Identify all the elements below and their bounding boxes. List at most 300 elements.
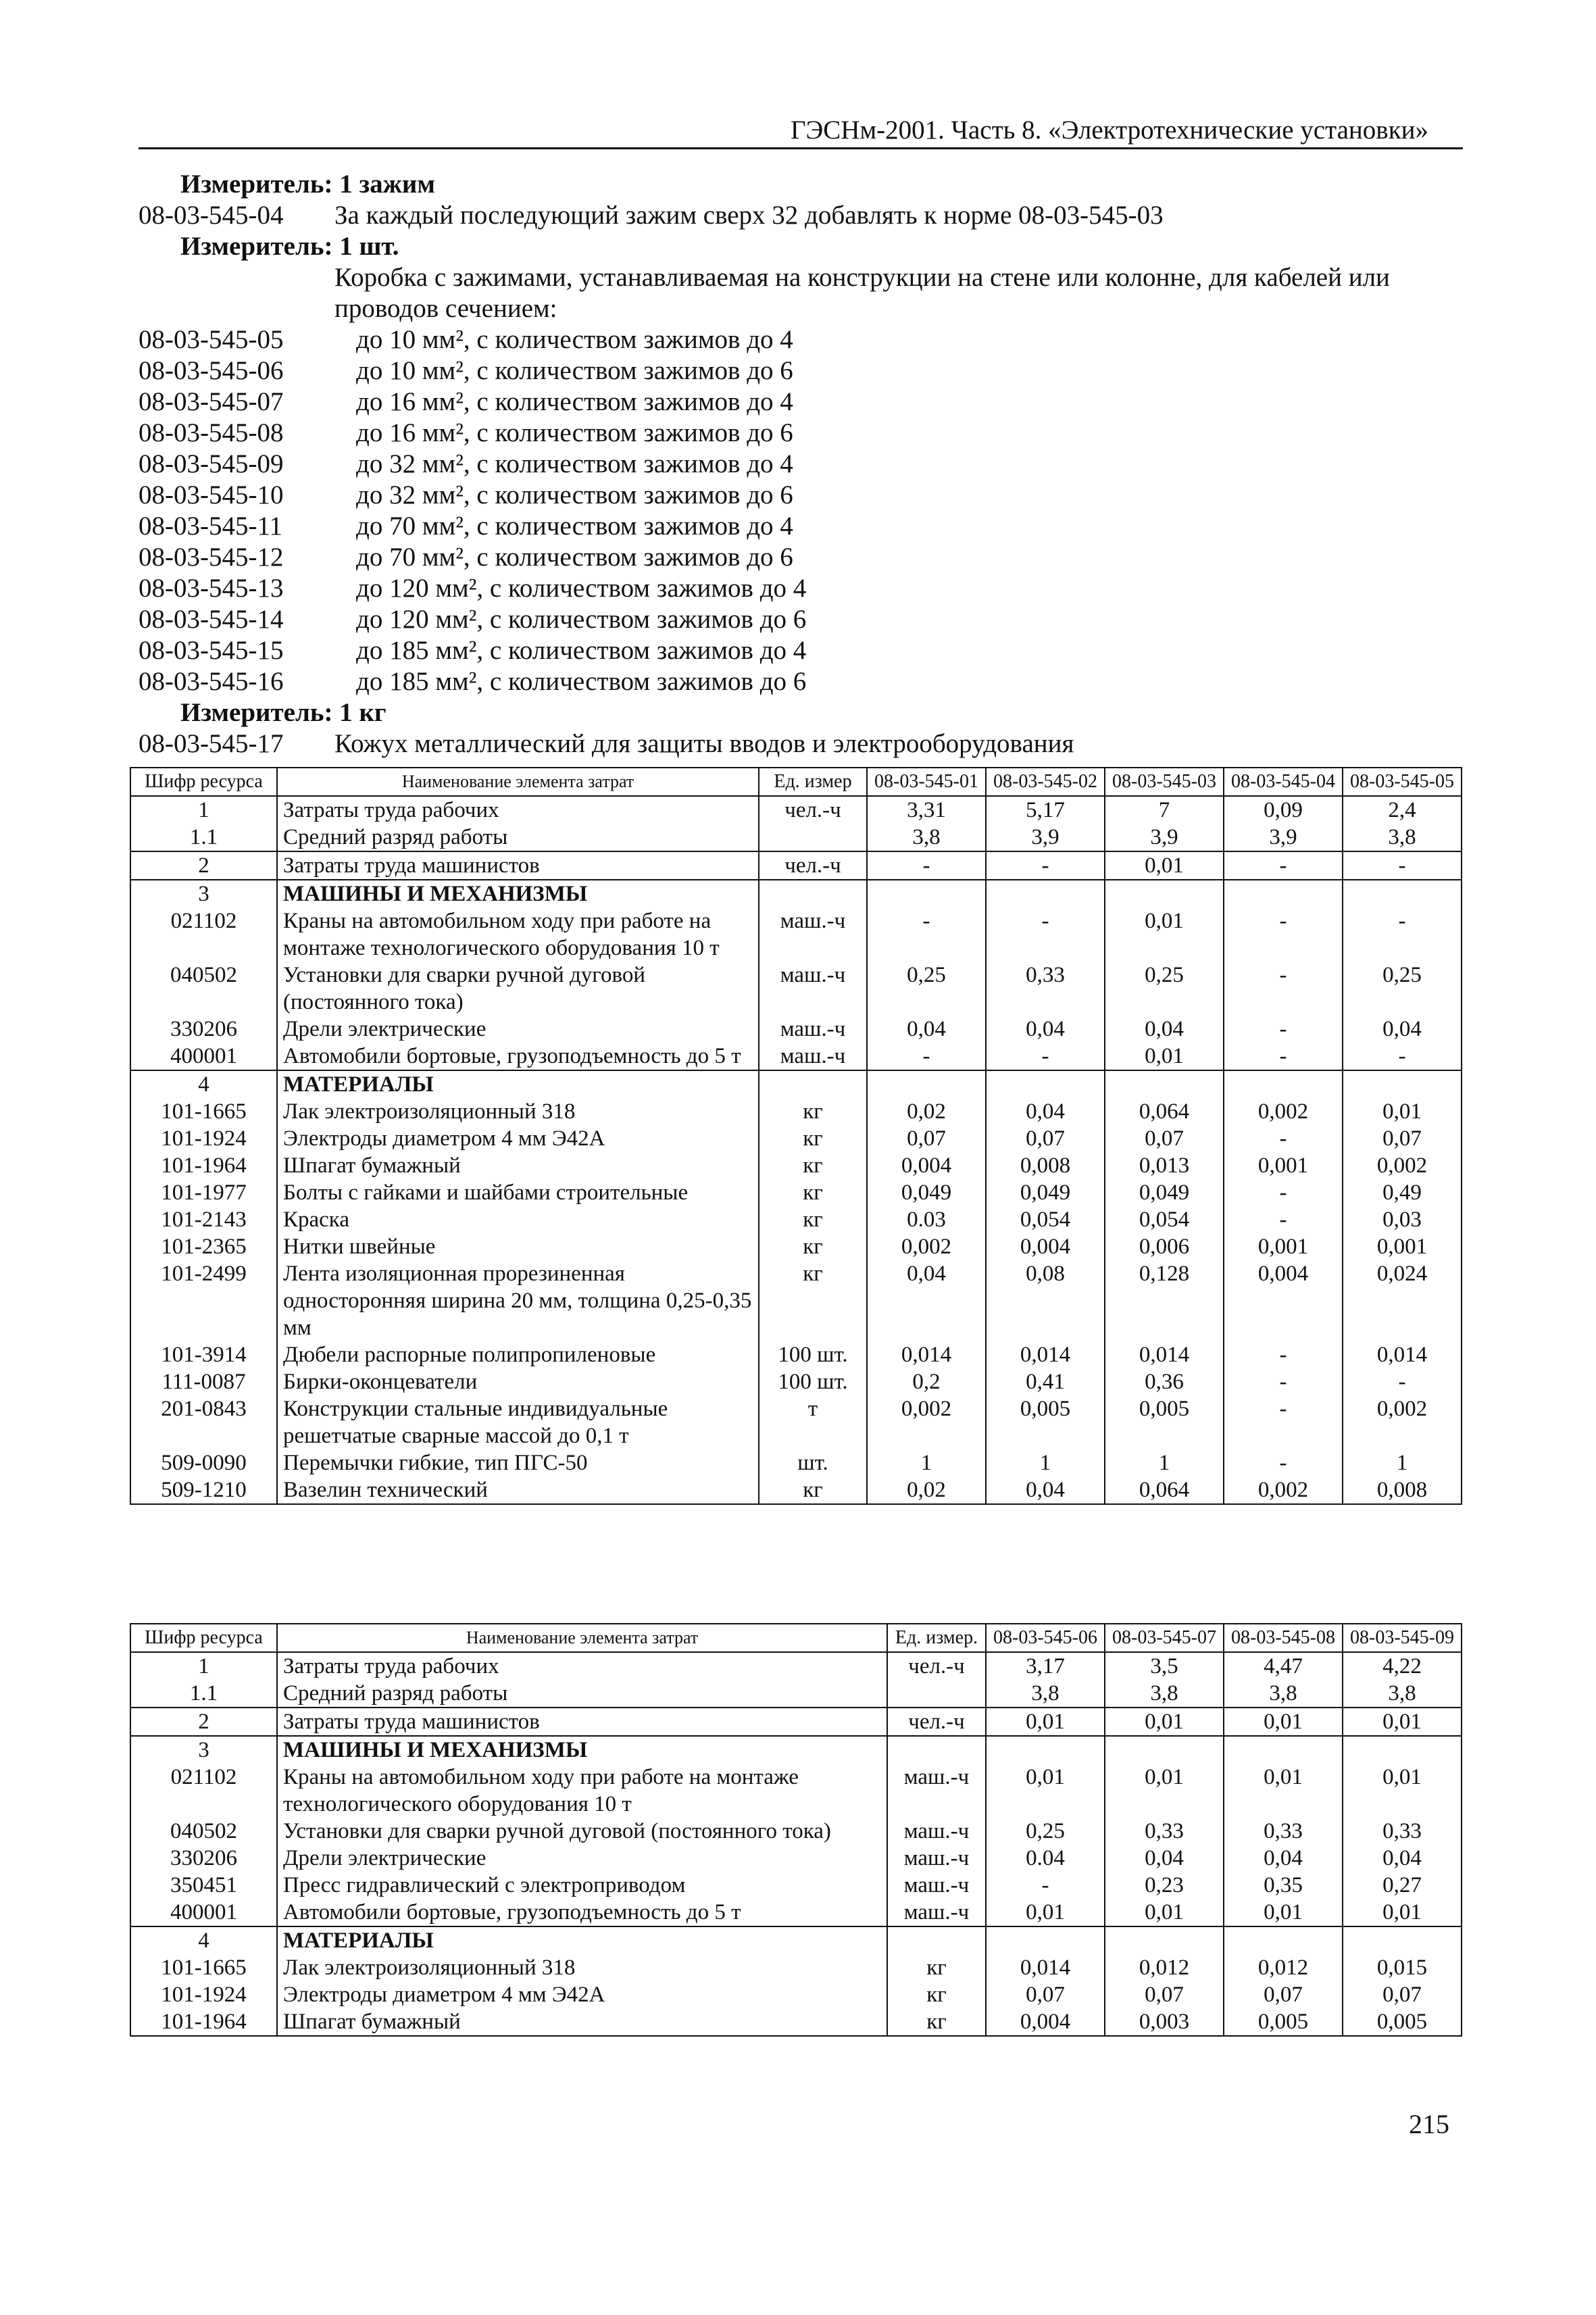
cost-element-cell: Шпагат бумажный: [277, 1152, 759, 1179]
header-rule: [139, 147, 1463, 149]
value-cell: 1: [986, 1449, 1105, 1476]
norm-item: [139, 542, 1390, 573]
norm-item: [139, 200, 1390, 231]
value-cell: 0,01: [986, 1764, 1105, 1818]
norm-item: [139, 604, 1390, 635]
cost-element-cell: МАТЕРИАЛЫ: [277, 1926, 887, 1954]
page-number: 215: [1409, 2109, 1449, 2139]
value-cell: 3,8: [1224, 1680, 1343, 1708]
cost-element-cell: Электроды диаметром 4 мм Э42А: [277, 1981, 887, 2008]
section-row: [130, 1736, 1462, 1764]
value-cell: 0,054: [1105, 1206, 1224, 1233]
norm-text: до 32 мм², с количеством зажимов до 6: [356, 480, 793, 509]
cost-element-cell: Шпагат бумажный: [277, 2008, 887, 2036]
value-cell: 0,002: [867, 1395, 986, 1449]
norm-code: 08-03-545-07: [139, 387, 284, 416]
unit-cell: кг: [759, 1206, 867, 1233]
column-header: 08-03-545-06: [986, 1624, 1105, 1652]
value-cell: -: [867, 851, 986, 880]
cost-element-cell: Затраты труда машинистов: [277, 851, 759, 880]
norm-text: до 70 мм², с количеством зажимов до 6: [356, 543, 793, 572]
table-header-row: [130, 1624, 1462, 1652]
measure-label: Измеритель: 1 зажим: [180, 170, 435, 199]
cost-element-cell: Нитки швейные: [277, 1233, 759, 1260]
cost-element-cell: Автомобили бортовые, грузоподъемность до 5 т: [277, 1043, 759, 1070]
unit-cell: маш.-ч: [887, 1764, 986, 1818]
column-header: Наименование элемента затрат: [277, 1624, 887, 1652]
intro-block: [139, 169, 1390, 760]
value-cell: 3,8: [1343, 824, 1462, 851]
value-cell: [1224, 1926, 1343, 1954]
unit-cell: 100 шт.: [759, 1368, 867, 1395]
unit-cell: [759, 1070, 867, 1098]
value-cell: 0,005: [1343, 2008, 1462, 2036]
value-cell: [1105, 1736, 1224, 1764]
value-cell: 0,01: [1105, 1043, 1224, 1070]
norm-item: [139, 418, 1390, 449]
value-cell: 3,8: [1105, 1680, 1224, 1708]
cost-element-cell: Лак электроизоляционный 318: [277, 1954, 887, 1981]
value-cell: 3,8: [1343, 1680, 1462, 1708]
unit-cell: маш.-ч: [887, 1845, 986, 1872]
value-cell: 3,31: [867, 796, 986, 824]
value-cell: 0,006: [1105, 1233, 1224, 1260]
running-header: ГЭСНм-2001. Часть 8. «Электротехнические установки»: [791, 116, 1429, 145]
value-cell: 0,25: [1105, 962, 1224, 1016]
value-cell: [986, 1736, 1105, 1764]
value-cell: -: [1343, 1043, 1462, 1070]
resource-code-cell: 330206: [130, 1016, 277, 1043]
norms-table-1: [130, 767, 1462, 1505]
value-cell: 0,049: [986, 1179, 1105, 1206]
unit-cell: [887, 1926, 986, 1954]
value-cell: -: [986, 851, 1105, 880]
description-text: проводов сечением:: [334, 294, 557, 323]
column-header: Ед. измер: [759, 768, 867, 796]
resource-code-cell: 101-1665: [130, 1954, 277, 1981]
resource-code-cell: 3: [130, 1736, 277, 1764]
resource-code-cell: 2: [130, 851, 277, 880]
unit-cell: чел.-ч: [759, 796, 867, 824]
resource-code-cell: 509-0090: [130, 1449, 277, 1476]
unit-cell: кг: [759, 1179, 867, 1206]
value-cell: 0,049: [867, 1179, 986, 1206]
value-cell: 0,064: [1105, 1098, 1224, 1125]
value-cell: -: [867, 1043, 986, 1070]
value-cell: 0,004: [986, 1233, 1105, 1260]
value-cell: [1343, 1736, 1462, 1764]
value-cell: 3,9: [986, 824, 1105, 851]
value-cell: 0,07: [1343, 1125, 1462, 1152]
cost-element-cell: Средний разряд работы: [277, 1680, 887, 1708]
value-cell: 0,25: [867, 962, 986, 1016]
cost-element-cell: Пресс гидравлический с электроприводом: [277, 1872, 887, 1899]
value-cell: 0,2: [867, 1368, 986, 1395]
resource-code-cell: 101-1964: [130, 1152, 277, 1179]
resource-code-cell: 400001: [130, 1043, 277, 1070]
value-cell: 0,01: [1105, 1708, 1224, 1736]
value-cell: [1224, 1070, 1343, 1098]
value-cell: [1105, 880, 1224, 907]
cost-element-cell: Вазелин технический: [277, 1476, 759, 1504]
description-line: [139, 293, 1390, 324]
norm-item: [139, 573, 1390, 604]
table-row: [130, 962, 1462, 1016]
table-row: [130, 1845, 1462, 1872]
value-cell: 0,001: [1224, 1152, 1343, 1179]
value-cell: -: [986, 907, 1105, 962]
value-cell: 0,07: [986, 1981, 1105, 2008]
value-cell: 0,23: [1105, 1872, 1224, 1899]
value-cell: 0,07: [1343, 1981, 1462, 2008]
value-cell: -: [1224, 1449, 1343, 1476]
value-cell: 0,04: [1224, 1845, 1343, 1872]
value-cell: 0,008: [986, 1152, 1105, 1179]
column-header: 08-03-545-03: [1105, 768, 1224, 796]
value-cell: 0,024: [1343, 1260, 1462, 1341]
unit-cell: кг: [759, 1125, 867, 1152]
value-cell: -: [867, 907, 986, 962]
cost-element-cell: Затраты труда рабочих: [277, 796, 759, 824]
value-cell: 0,33: [1224, 1818, 1343, 1845]
unit-cell: 100 шт.: [759, 1341, 867, 1368]
cost-element-cell: Затраты труда машинистов: [277, 1708, 887, 1736]
value-cell: 0,013: [1105, 1152, 1224, 1179]
value-cell: 0,012: [1224, 1954, 1343, 1981]
norm-text: до 120 мм², с количеством зажимов до 6: [356, 605, 807, 634]
table-row: [130, 907, 1462, 962]
table-row: [130, 1125, 1462, 1152]
value-cell: 3,8: [867, 824, 986, 851]
norm-code: 08-03-545-15: [139, 636, 284, 665]
table-row: [130, 1098, 1462, 1125]
cost-element-cell: Установки для сварки ручной дуговой (постоянного тока): [277, 962, 759, 1016]
value-cell: 0,41: [986, 1368, 1105, 1395]
cost-element-cell: Краны на автомобильном ходу при работе на монтаже технологического оборудования 10 т: [277, 1764, 887, 1818]
norms-table-2: [130, 1623, 1462, 2037]
norm-text: до 120 мм², с количеством зажимов до 4: [356, 574, 807, 603]
cost-element-cell: Дрели электрические: [277, 1845, 887, 1872]
table-row: [130, 1206, 1462, 1233]
resource-code-cell: 040502: [130, 962, 277, 1016]
norm-code: 08-03-545-13: [139, 574, 284, 603]
norm-item: [139, 480, 1390, 511]
measure-label: Измеритель: 1 шт.: [180, 232, 399, 261]
norm-code: 08-03-545-11: [139, 512, 283, 541]
unit-cell: [759, 824, 867, 851]
table-row: [130, 1981, 1462, 2008]
table-row: [130, 1449, 1462, 1476]
description-line: [139, 262, 1390, 293]
cost-element-cell: Электроды диаметром 4 мм Э42А: [277, 1125, 759, 1152]
table-row: [130, 1233, 1462, 1260]
value-cell: [986, 1070, 1105, 1098]
value-cell: 0,04: [1343, 1016, 1462, 1043]
resource-code-cell: 101-2143: [130, 1206, 277, 1233]
resource-code-cell: 1: [130, 796, 277, 824]
norm-code: 08-03-545-10: [139, 480, 284, 509]
norm-code: 08-03-545-04: [139, 201, 284, 230]
value-cell: 0,01: [986, 1708, 1105, 1736]
value-cell: [986, 1926, 1105, 1954]
value-cell: 3,5: [1105, 1652, 1224, 1680]
resource-code-cell: 101-2499: [130, 1260, 277, 1341]
norm-code: 08-03-545-05: [139, 325, 284, 354]
value-cell: -: [1224, 1206, 1343, 1233]
table-row: [130, 1708, 1462, 1736]
value-cell: 0,005: [1105, 1395, 1224, 1449]
value-cell: 0,004: [1224, 1260, 1343, 1341]
norm-code: 08-03-545-17: [139, 729, 284, 758]
value-cell: 0,002: [1224, 1476, 1343, 1504]
norm-item: [139, 728, 1390, 760]
table-header-row: [130, 768, 1462, 796]
value-cell: [1224, 1736, 1343, 1764]
resource-code-cell: 3: [130, 880, 277, 907]
section-row: [130, 1926, 1462, 1954]
resource-code-cell: 101-1665: [130, 1098, 277, 1125]
unit-cell: т: [759, 1395, 867, 1449]
value-cell: 0,014: [1105, 1341, 1224, 1368]
value-cell: 0,25: [986, 1818, 1105, 1845]
value-cell: 0,07: [867, 1125, 986, 1152]
value-cell: 0,02: [867, 1098, 986, 1125]
cost-element-cell: МАШИНЫ И МЕХАНИЗМЫ: [277, 880, 759, 907]
value-cell: -: [1343, 1368, 1462, 1395]
value-cell: 0,04: [986, 1098, 1105, 1125]
column-header: Шифр ресурса: [130, 768, 277, 796]
table-row: [130, 1899, 1462, 1926]
value-cell: 0,08: [986, 1260, 1105, 1341]
resource-code-cell: 330206: [130, 1845, 277, 1872]
value-cell: [1343, 1926, 1462, 1954]
value-cell: 0,01: [1105, 907, 1224, 962]
value-cell: 0.03: [867, 1206, 986, 1233]
value-cell: 0,01: [1343, 1708, 1462, 1736]
value-cell: 0,04: [1105, 1845, 1224, 1872]
section-row: [130, 1070, 1462, 1098]
norm-code: 08-03-545-14: [139, 605, 284, 634]
unit-cell: чел.-ч: [887, 1652, 986, 1680]
unit-cell: [887, 1680, 986, 1708]
table-row: [130, 1043, 1462, 1070]
resource-code-cell: 040502: [130, 1818, 277, 1845]
cost-element-cell: Автомобили бортовые, грузоподъемность до 5 т: [277, 1899, 887, 1926]
value-cell: 0,005: [1224, 2008, 1343, 2036]
value-cell: 3,9: [1224, 824, 1343, 851]
norm-text: За каждый последующий зажим сверх 32 добавлять к норме 08-03-545-03: [334, 201, 1164, 230]
value-cell: [1224, 880, 1343, 907]
description-text: Коробка с зажимами, устанавливаемая на конструкции на стене или колонне, для кабелей или: [334, 263, 1390, 292]
norm-text: до 70 мм², с количеством зажимов до 4: [356, 512, 793, 541]
table-row: [130, 1179, 1462, 1206]
value-cell: [1343, 1070, 1462, 1098]
cost-element-cell: Перемычки гибкие, тип ПГС-50: [277, 1449, 759, 1476]
value-cell: 0,01: [1105, 1899, 1224, 1926]
norm-code: 08-03-545-09: [139, 449, 284, 478]
value-cell: -: [1224, 907, 1343, 962]
column-header: Наименование элемента затрат: [277, 768, 759, 796]
resource-code-cell: 101-2365: [130, 1233, 277, 1260]
column-header: 08-03-545-02: [986, 768, 1105, 796]
resource-code-cell: 400001: [130, 1899, 277, 1926]
resource-code-cell: 021102: [130, 1764, 277, 1818]
unit-cell: кг: [887, 1954, 986, 1981]
value-cell: [867, 880, 986, 907]
norm-item: [139, 449, 1390, 480]
resource-code-cell: 101-1964: [130, 2008, 277, 2036]
unit-cell: чел.-ч: [887, 1708, 986, 1736]
value-cell: 0,09: [1224, 796, 1343, 824]
value-cell: 0,014: [867, 1341, 986, 1368]
value-cell: 0,33: [1343, 1818, 1462, 1845]
value-cell: 0,004: [986, 2008, 1105, 2036]
column-header: 08-03-545-01: [867, 768, 986, 796]
cost-element-cell: Средний разряд работы: [277, 824, 759, 851]
norm-item: [139, 387, 1390, 418]
value-cell: [1105, 1070, 1224, 1098]
value-cell: 3,17: [986, 1652, 1105, 1680]
value-cell: 0,002: [1343, 1395, 1462, 1449]
value-cell: 0,36: [1105, 1368, 1224, 1395]
value-cell: [1343, 880, 1462, 907]
value-cell: 0,01: [1343, 1899, 1462, 1926]
unit-cell: кг: [759, 1098, 867, 1125]
value-cell: [1105, 1926, 1224, 1954]
value-cell: -: [1224, 1341, 1343, 1368]
value-cell: 0,01: [986, 1899, 1105, 1926]
table-row: [130, 1652, 1462, 1680]
norm-text: до 16 мм², с количеством зажимов до 6: [356, 418, 793, 447]
value-cell: 0,064: [1105, 1476, 1224, 1504]
table-row: [130, 1395, 1462, 1449]
table-row: [130, 1818, 1462, 1845]
value-cell: 7: [1105, 796, 1224, 824]
norm-item: [139, 635, 1390, 666]
unit-cell: кг: [759, 1152, 867, 1179]
unit-cell: маш.-ч: [759, 962, 867, 1016]
column-header: 08-03-545-07: [1105, 1624, 1224, 1652]
value-cell: 0,008: [1343, 1476, 1462, 1504]
value-cell: 0,001: [1224, 1233, 1343, 1260]
value-cell: 0,25: [1343, 962, 1462, 1016]
value-cell: 0,002: [867, 1233, 986, 1260]
value-cell: 0,01: [1343, 1764, 1462, 1818]
value-cell: 0,04: [1105, 1016, 1224, 1043]
resource-code-cell: 4: [130, 1926, 277, 1954]
norm-text: до 10 мм², с количеством зажимов до 4: [356, 325, 793, 354]
value-cell: -: [986, 1872, 1105, 1899]
value-cell: 0,33: [1105, 1818, 1224, 1845]
value-cell: 0.04: [986, 1845, 1105, 1872]
norm-text: до 16 мм², с количеством зажимов до 4: [356, 387, 793, 416]
value-cell: -: [1224, 1016, 1343, 1043]
cost-element-cell: Болты с гайками и шайбами строительные: [277, 1179, 759, 1206]
cost-element-cell: МАШИНЫ И МЕХАНИЗМЫ: [277, 1736, 887, 1764]
value-cell: 0,01: [1105, 1764, 1224, 1818]
norm-item: [139, 355, 1390, 387]
norm-item: [139, 511, 1390, 542]
cost-element-cell: Дрели электрические: [277, 1016, 759, 1043]
value-cell: 0,04: [986, 1476, 1105, 1504]
value-cell: 0,014: [1343, 1341, 1462, 1368]
column-header: Ед. измер.: [887, 1624, 986, 1652]
value-cell: 0,07: [1224, 1981, 1343, 2008]
resource-code-cell: 509-1210: [130, 1476, 277, 1504]
unit-cell: кг: [887, 2008, 986, 2036]
value-cell: 0,014: [986, 1341, 1105, 1368]
value-cell: 1: [867, 1449, 986, 1476]
resource-code-cell: 021102: [130, 907, 277, 962]
unit-cell: маш.-ч: [759, 1016, 867, 1043]
resource-code-cell: 350451: [130, 1872, 277, 1899]
resource-code-cell: 201-0843: [130, 1395, 277, 1449]
table-row: [130, 851, 1462, 880]
unit-cell: маш.-ч: [887, 1899, 986, 1926]
resource-code-cell: 101-1977: [130, 1179, 277, 1206]
value-cell: 4,47: [1224, 1652, 1343, 1680]
table-row: [130, 1476, 1462, 1504]
table-row: [130, 824, 1462, 851]
cost-element-cell: Бирки-оконцеватели: [277, 1368, 759, 1395]
resource-code-cell: 1: [130, 1652, 277, 1680]
norm-text: Кожух металлический для защиты вводов и электрооборудования: [334, 729, 1074, 758]
cost-element-cell: Лак электроизоляционный 318: [277, 1098, 759, 1125]
value-cell: 0,27: [1343, 1872, 1462, 1899]
value-cell: -: [1343, 907, 1462, 962]
table-row: [130, 1016, 1462, 1043]
value-cell: 0,01: [1224, 1708, 1343, 1736]
value-cell: 0,005: [986, 1395, 1105, 1449]
norm-code: 08-03-545-08: [139, 418, 284, 447]
measure-label: Измеритель: 1 кг: [180, 698, 386, 727]
column-header: 08-03-545-05: [1343, 768, 1462, 796]
value-cell: 0,33: [986, 962, 1105, 1016]
value-cell: 0,054: [986, 1206, 1105, 1233]
unit-cell: маш.-ч: [887, 1872, 986, 1899]
cost-element-cell: Затраты труда рабочих: [277, 1652, 887, 1680]
unit-cell: маш.-ч: [887, 1818, 986, 1845]
norm-code: 08-03-545-12: [139, 543, 284, 572]
value-cell: 0,04: [1343, 1845, 1462, 1872]
value-cell: 0,015: [1343, 1954, 1462, 1981]
table-row: [130, 1341, 1462, 1368]
cost-element-cell: Лента изоляционная прорезиненная односторонняя ширина 20 мм, толщина 0,25-0,35 мм: [277, 1260, 759, 1341]
table-row: [130, 796, 1462, 824]
column-header: 08-03-545-04: [1224, 768, 1343, 796]
value-cell: 0,01: [1224, 1764, 1343, 1818]
value-cell: -: [1224, 1043, 1343, 1070]
unit-cell: маш.-ч: [759, 907, 867, 962]
norm-text: до 10 мм², с количеством зажимов до 6: [356, 356, 793, 385]
table-row: [130, 1764, 1462, 1818]
value-cell: 0,004: [867, 1152, 986, 1179]
value-cell: 0,014: [986, 1954, 1105, 1981]
value-cell: -: [986, 1043, 1105, 1070]
value-cell: 0,04: [867, 1260, 986, 1341]
value-cell: -: [1224, 962, 1343, 1016]
value-cell: 4,22: [1343, 1652, 1462, 1680]
resource-code-cell: 101-3914: [130, 1341, 277, 1368]
norm-code: 08-03-545-06: [139, 356, 284, 385]
table-row: [130, 1368, 1462, 1395]
value-cell: 0,04: [986, 1016, 1105, 1043]
table-row: [130, 1954, 1462, 1981]
value-cell: 0,03: [1343, 1206, 1462, 1233]
value-cell: -: [1224, 1179, 1343, 1206]
value-cell: 5,17: [986, 796, 1105, 824]
unit-cell: кг: [887, 1981, 986, 2008]
